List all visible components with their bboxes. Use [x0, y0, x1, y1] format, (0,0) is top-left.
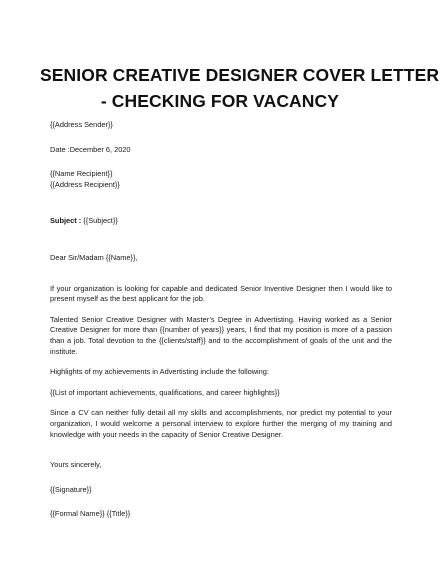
- paragraph-experience: Talented Senior Creative Designer with Master’s Degree in Advertisting. Having worked as a Senior Creative Designer for more than {{number of years}} years, I find that my position is more of a passion than a job. Total devotion to the {{clients/staff}} and to the accomplishment of goals of the unit and the institute.: [50, 314, 392, 356]
- title-line-2: - CHECKING FOR VACANCY: [100, 91, 340, 111]
- title-line-1: SENIOR CREATIVE DESIGNER COVER LETTER: [40, 65, 440, 85]
- address-recipient: {{Address Recipient}}: [50, 179, 120, 189]
- letter-date: Date :December 6, 2020: [50, 144, 131, 154]
- letter-body: [50, 120, 392, 520]
- subject-value: {{Subject}}: [81, 216, 118, 226]
- paragraph-highlights-intro: Highlights of my achievements in Advertisting include the following:: [50, 367, 269, 377]
- closing: Yours sincerely,: [50, 460, 102, 470]
- paragraph-intro: If your organization is looking for capable and dedicated Senior Inventive Designer then I would like to present myself as the best applicant for the job.: [50, 283, 392, 304]
- formal-name: {{Formal Name}} {{Title}}: [50, 509, 131, 519]
- document-title: [40, 62, 440, 114]
- paragraph-achievements: {{List of important achievements, qualifications, and career highlights}}: [50, 387, 280, 397]
- subject-label: Subject :: [50, 216, 82, 226]
- paragraph-interview: Since a CV can neither fully detail all my skills and accomplishments, nor predict my potential to your organization, I would welcome a personal interview to explore further the merging of my training and knowledge with your needs in the capacity of Senior Creative Designer.: [50, 408, 392, 439]
- subject-line: [50, 216, 392, 227]
- name-recipient: {{Name Recipient}}: [50, 169, 113, 179]
- signature: {{Signature}}: [50, 484, 92, 494]
- salutation: Dear Sir/Madam {{Name}},: [50, 252, 138, 262]
- address-sender: {{Address Sender}}: [50, 120, 113, 129]
